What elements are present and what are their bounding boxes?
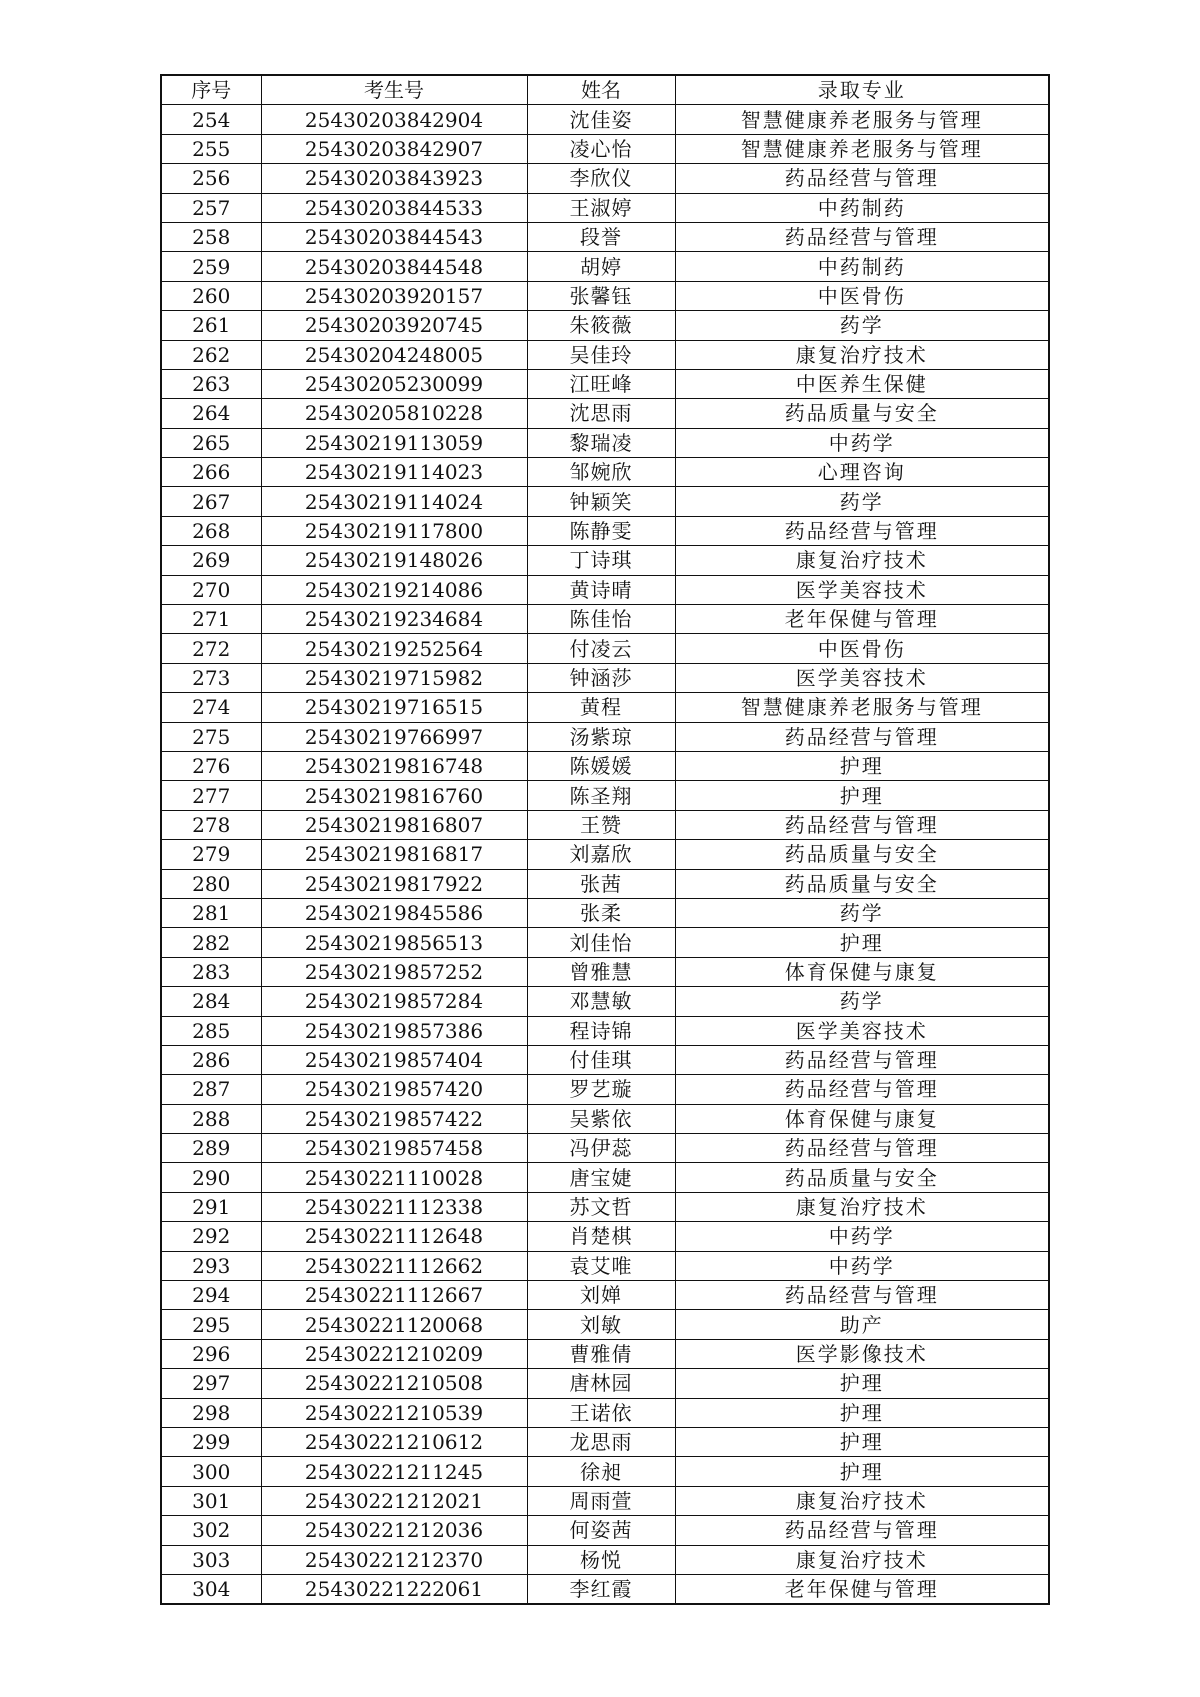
cell-major: 药品经营与管理 (675, 722, 1049, 751)
cell-major: 护理 (675, 1427, 1049, 1456)
cell-seq: 298 (161, 1398, 261, 1427)
table-row (161, 1222, 1049, 1251)
table-row (161, 987, 1049, 1016)
cell-exam-id: 25430219857404 (261, 1045, 527, 1074)
cell-name: 凌心怡 (527, 134, 675, 163)
table-row (161, 957, 1049, 986)
cell-seq: 284 (161, 987, 261, 1016)
cell-seq: 294 (161, 1281, 261, 1310)
cell-name: 吴紫依 (527, 1104, 675, 1133)
table-row (161, 1398, 1049, 1427)
cell-major: 药品经营与管理 (675, 164, 1049, 193)
table-row (161, 663, 1049, 692)
cell-seq: 274 (161, 693, 261, 722)
cell-exam-id: 25430221222061 (261, 1574, 527, 1604)
cell-name: 黄诗晴 (527, 575, 675, 604)
cell-seq: 271 (161, 605, 261, 634)
cell-name: 刘敏 (527, 1310, 675, 1339)
cell-major: 药学 (675, 898, 1049, 927)
cell-name: 刘嘉欣 (527, 840, 675, 869)
table-row (161, 1457, 1049, 1486)
cell-name: 徐昶 (527, 1457, 675, 1486)
cell-seq: 255 (161, 134, 261, 163)
table-row (161, 428, 1049, 457)
cell-exam-id: 25430203844543 (261, 222, 527, 251)
header-exam-id: 考生号 (261, 75, 527, 105)
cell-name: 唐林园 (527, 1369, 675, 1398)
cell-major: 中药制药 (675, 193, 1049, 222)
cell-major: 老年保健与管理 (675, 605, 1049, 634)
cell-name: 冯伊蕊 (527, 1134, 675, 1163)
cell-name: 吴佳玲 (527, 340, 675, 369)
cell-major: 护理 (675, 1398, 1049, 1427)
cell-name: 周雨萱 (527, 1486, 675, 1515)
table-row (161, 1251, 1049, 1280)
table-row (161, 369, 1049, 398)
cell-exam-id: 25430221120068 (261, 1310, 527, 1339)
cell-seq: 302 (161, 1516, 261, 1545)
cell-major: 中药学 (675, 428, 1049, 457)
cell-major: 医学美容技术 (675, 1016, 1049, 1045)
cell-major: 药学 (675, 487, 1049, 516)
header-name: 姓名 (527, 75, 675, 105)
cell-exam-id: 25430203842907 (261, 134, 527, 163)
cell-name: 李欣仪 (527, 164, 675, 193)
header-row (161, 75, 1049, 105)
cell-name: 黄程 (527, 693, 675, 722)
cell-exam-id: 25430221112648 (261, 1222, 527, 1251)
cell-exam-id: 25430203842904 (261, 105, 527, 134)
cell-name: 龙思雨 (527, 1427, 675, 1456)
cell-seq: 258 (161, 222, 261, 251)
cell-exam-id: 25430221210539 (261, 1398, 527, 1427)
cell-major: 医学影像技术 (675, 1339, 1049, 1368)
cell-name: 汤紫琼 (527, 722, 675, 751)
cell-seq: 293 (161, 1251, 261, 1280)
cell-name: 黎瑞凌 (527, 428, 675, 457)
cell-name: 陈圣翔 (527, 781, 675, 810)
cell-seq: 262 (161, 340, 261, 369)
cell-exam-id: 25430219766997 (261, 722, 527, 751)
cell-exam-id: 25430219816748 (261, 751, 527, 780)
cell-major: 助产 (675, 1310, 1049, 1339)
cell-seq: 292 (161, 1222, 261, 1251)
cell-major: 药学 (675, 987, 1049, 1016)
table-row (161, 252, 1049, 281)
cell-major: 药品经营与管理 (675, 1516, 1049, 1545)
cell-exam-id: 25430221212370 (261, 1545, 527, 1574)
table-row (161, 105, 1049, 134)
table-row (161, 1163, 1049, 1192)
cell-seq: 280 (161, 869, 261, 898)
cell-seq: 275 (161, 722, 261, 751)
cell-major: 药品经营与管理 (675, 222, 1049, 251)
table-body (161, 105, 1049, 1604)
admission-list-page (160, 74, 1048, 1605)
table-row (161, 340, 1049, 369)
cell-major: 药品经营与管理 (675, 1075, 1049, 1104)
table-row (161, 458, 1049, 487)
cell-major: 护理 (675, 751, 1049, 780)
cell-exam-id: 25430219117800 (261, 516, 527, 545)
cell-exam-id: 25430221110028 (261, 1163, 527, 1192)
table-row (161, 810, 1049, 839)
cell-major: 康复治疗技术 (675, 546, 1049, 575)
cell-exam-id: 25430221212021 (261, 1486, 527, 1515)
cell-name: 陈静雯 (527, 516, 675, 545)
cell-name: 刘婵 (527, 1281, 675, 1310)
table-row (161, 222, 1049, 251)
cell-name: 张柔 (527, 898, 675, 927)
cell-name: 程诗锦 (527, 1016, 675, 1045)
cell-seq: 290 (161, 1163, 261, 1192)
cell-exam-id: 25430219857284 (261, 987, 527, 1016)
cell-exam-id: 25430221212036 (261, 1516, 527, 1545)
cell-major: 护理 (675, 781, 1049, 810)
cell-name: 苏文哲 (527, 1192, 675, 1221)
table-row (161, 1281, 1049, 1310)
cell-exam-id: 25430219148026 (261, 546, 527, 575)
table-row (161, 164, 1049, 193)
cell-name: 罗艺璇 (527, 1075, 675, 1104)
cell-exam-id: 25430221112338 (261, 1192, 527, 1221)
table-row (161, 634, 1049, 663)
cell-exam-id: 25430219816760 (261, 781, 527, 810)
cell-name: 沈思雨 (527, 399, 675, 428)
cell-name: 邓慧敏 (527, 987, 675, 1016)
cell-name: 袁艾唯 (527, 1251, 675, 1280)
cell-seq: 259 (161, 252, 261, 281)
cell-seq: 278 (161, 810, 261, 839)
cell-seq: 266 (161, 458, 261, 487)
cell-seq: 289 (161, 1134, 261, 1163)
cell-major: 中医骨伤 (675, 281, 1049, 310)
cell-name: 胡婷 (527, 252, 675, 281)
table-row (161, 722, 1049, 751)
cell-name: 陈媛媛 (527, 751, 675, 780)
cell-name: 王诺依 (527, 1398, 675, 1427)
cell-name: 钟涵莎 (527, 663, 675, 692)
cell-exam-id: 25430219715982 (261, 663, 527, 692)
cell-major: 康复治疗技术 (675, 1192, 1049, 1221)
cell-major: 医学美容技术 (675, 575, 1049, 604)
cell-seq: 273 (161, 663, 261, 692)
cell-major: 护理 (675, 1369, 1049, 1398)
cell-exam-id: 25430204248005 (261, 340, 527, 369)
cell-exam-id: 25430221112662 (261, 1251, 527, 1280)
cell-seq: 282 (161, 928, 261, 957)
cell-seq: 257 (161, 193, 261, 222)
cell-major: 中医骨伤 (675, 634, 1049, 663)
cell-seq: 296 (161, 1339, 261, 1368)
cell-major: 体育保健与康复 (675, 957, 1049, 986)
cell-seq: 285 (161, 1016, 261, 1045)
table-row (161, 134, 1049, 163)
cell-seq: 295 (161, 1310, 261, 1339)
cell-major: 中药制药 (675, 252, 1049, 281)
table-row (161, 311, 1049, 340)
cell-major: 药品质量与安全 (675, 869, 1049, 898)
cell-seq: 269 (161, 546, 261, 575)
cell-major: 护理 (675, 928, 1049, 957)
cell-seq: 263 (161, 369, 261, 398)
cell-seq: 303 (161, 1545, 261, 1574)
cell-major: 中药学 (675, 1251, 1049, 1280)
cell-seq: 268 (161, 516, 261, 545)
cell-name: 丁诗琪 (527, 546, 675, 575)
cell-major: 护理 (675, 1457, 1049, 1486)
cell-seq: 279 (161, 840, 261, 869)
cell-exam-id: 25430221210209 (261, 1339, 527, 1368)
cell-seq: 254 (161, 105, 261, 134)
table-row (161, 869, 1049, 898)
table-row (161, 193, 1049, 222)
cell-name: 王赞 (527, 810, 675, 839)
header-major: 录取专业 (675, 75, 1049, 105)
cell-exam-id: 25430203844533 (261, 193, 527, 222)
cell-seq: 286 (161, 1045, 261, 1074)
cell-major: 药品经营与管理 (675, 810, 1049, 839)
cell-seq: 301 (161, 1486, 261, 1515)
table-row (161, 1134, 1049, 1163)
cell-seq: 276 (161, 751, 261, 780)
cell-seq: 265 (161, 428, 261, 457)
admission-table (160, 74, 1050, 1605)
table-row (161, 898, 1049, 927)
table-row (161, 928, 1049, 957)
cell-seq: 272 (161, 634, 261, 663)
table-row (161, 751, 1049, 780)
cell-major: 中医养生保健 (675, 369, 1049, 398)
cell-seq: 299 (161, 1427, 261, 1456)
cell-exam-id: 25430221211245 (261, 1457, 527, 1486)
cell-major: 体育保健与康复 (675, 1104, 1049, 1133)
cell-exam-id: 25430221210508 (261, 1369, 527, 1398)
cell-major: 药品经营与管理 (675, 1045, 1049, 1074)
cell-exam-id: 25430219214086 (261, 575, 527, 604)
cell-name: 付凌云 (527, 634, 675, 663)
cell-seq: 300 (161, 1457, 261, 1486)
cell-major: 药品质量与安全 (675, 399, 1049, 428)
cell-name: 朱筱薇 (527, 311, 675, 340)
table-row (161, 281, 1049, 310)
cell-major: 药品经营与管理 (675, 1134, 1049, 1163)
cell-name: 陈佳怡 (527, 605, 675, 634)
cell-exam-id: 25430219816807 (261, 810, 527, 839)
cell-major: 老年保健与管理 (675, 1574, 1049, 1604)
cell-exam-id: 25430219856513 (261, 928, 527, 957)
table-row (161, 1545, 1049, 1574)
table-row (161, 399, 1049, 428)
table-row (161, 575, 1049, 604)
cell-name: 曹雅倩 (527, 1339, 675, 1368)
cell-exam-id: 25430219845586 (261, 898, 527, 927)
cell-name: 肖楚棋 (527, 1222, 675, 1251)
cell-name: 沈佳姿 (527, 105, 675, 134)
table-row (161, 693, 1049, 722)
cell-exam-id: 25430221112667 (261, 1281, 527, 1310)
cell-major: 药品质量与安全 (675, 1163, 1049, 1192)
table-row (161, 487, 1049, 516)
cell-name: 邹婉欣 (527, 458, 675, 487)
cell-exam-id: 25430221210612 (261, 1427, 527, 1456)
cell-seq: 270 (161, 575, 261, 604)
cell-name: 王淑婷 (527, 193, 675, 222)
cell-seq: 287 (161, 1075, 261, 1104)
cell-exam-id: 25430219857252 (261, 957, 527, 986)
header-seq: 序号 (161, 75, 261, 105)
cell-seq: 288 (161, 1104, 261, 1133)
cell-major: 心理咨询 (675, 458, 1049, 487)
cell-seq: 260 (161, 281, 261, 310)
cell-major: 智慧健康养老服务与管理 (675, 693, 1049, 722)
cell-exam-id: 25430203920157 (261, 281, 527, 310)
cell-seq: 264 (161, 399, 261, 428)
cell-exam-id: 25430219113059 (261, 428, 527, 457)
table-row (161, 1369, 1049, 1398)
cell-major: 康复治疗技术 (675, 340, 1049, 369)
cell-name: 张茜 (527, 869, 675, 898)
table-row (161, 840, 1049, 869)
cell-name: 杨悦 (527, 1545, 675, 1574)
cell-seq: 261 (161, 311, 261, 340)
cell-major: 药学 (675, 311, 1049, 340)
cell-exam-id: 25430219114023 (261, 458, 527, 487)
cell-name: 张馨钰 (527, 281, 675, 310)
cell-seq: 291 (161, 1192, 261, 1221)
cell-name: 刘佳怡 (527, 928, 675, 957)
cell-name: 唐宝婕 (527, 1163, 675, 1192)
cell-exam-id: 25430219857386 (261, 1016, 527, 1045)
cell-seq: 297 (161, 1369, 261, 1398)
table-row (161, 1339, 1049, 1368)
cell-exam-id: 25430219716515 (261, 693, 527, 722)
cell-name: 何姿茜 (527, 1516, 675, 1545)
cell-name: 曾雅慧 (527, 957, 675, 986)
cell-exam-id: 25430203843923 (261, 164, 527, 193)
cell-exam-id: 25430219857422 (261, 1104, 527, 1133)
table-row (161, 1516, 1049, 1545)
cell-exam-id: 25430203844548 (261, 252, 527, 281)
cell-seq: 256 (161, 164, 261, 193)
cell-exam-id: 25430219817922 (261, 869, 527, 898)
cell-major: 康复治疗技术 (675, 1545, 1049, 1574)
cell-name: 段誉 (527, 222, 675, 251)
cell-name: 江旺峰 (527, 369, 675, 398)
cell-exam-id: 25430205810228 (261, 399, 527, 428)
cell-exam-id: 25430219114024 (261, 487, 527, 516)
cell-major: 药品质量与安全 (675, 840, 1049, 869)
table-row (161, 1192, 1049, 1221)
cell-name: 李红霞 (527, 1574, 675, 1604)
table-row (161, 546, 1049, 575)
cell-major: 智慧健康养老服务与管理 (675, 105, 1049, 134)
table-row (161, 1574, 1049, 1604)
table-row (161, 1486, 1049, 1515)
cell-major: 中药学 (675, 1222, 1049, 1251)
cell-major: 药品经营与管理 (675, 516, 1049, 545)
table-row (161, 605, 1049, 634)
cell-major: 医学美容技术 (675, 663, 1049, 692)
cell-seq: 281 (161, 898, 261, 927)
cell-seq: 304 (161, 1574, 261, 1604)
cell-exam-id: 25430219816817 (261, 840, 527, 869)
cell-name: 钟颖笑 (527, 487, 675, 516)
table-row (161, 1310, 1049, 1339)
cell-seq: 267 (161, 487, 261, 516)
table-row (161, 1016, 1049, 1045)
cell-exam-id: 25430219252564 (261, 634, 527, 663)
cell-seq: 277 (161, 781, 261, 810)
cell-name: 付佳琪 (527, 1045, 675, 1074)
cell-major: 智慧健康养老服务与管理 (675, 134, 1049, 163)
cell-exam-id: 25430219857420 (261, 1075, 527, 1104)
cell-exam-id: 25430219857458 (261, 1134, 527, 1163)
table-row (161, 1427, 1049, 1456)
table-row (161, 1045, 1049, 1074)
table-row (161, 781, 1049, 810)
cell-exam-id: 25430203920745 (261, 311, 527, 340)
cell-major: 康复治疗技术 (675, 1486, 1049, 1515)
cell-major: 药品经营与管理 (675, 1281, 1049, 1310)
cell-exam-id: 25430219234684 (261, 605, 527, 634)
cell-exam-id: 25430205230099 (261, 369, 527, 398)
table-row (161, 516, 1049, 545)
table-row (161, 1075, 1049, 1104)
table-row (161, 1104, 1049, 1133)
cell-seq: 283 (161, 957, 261, 986)
